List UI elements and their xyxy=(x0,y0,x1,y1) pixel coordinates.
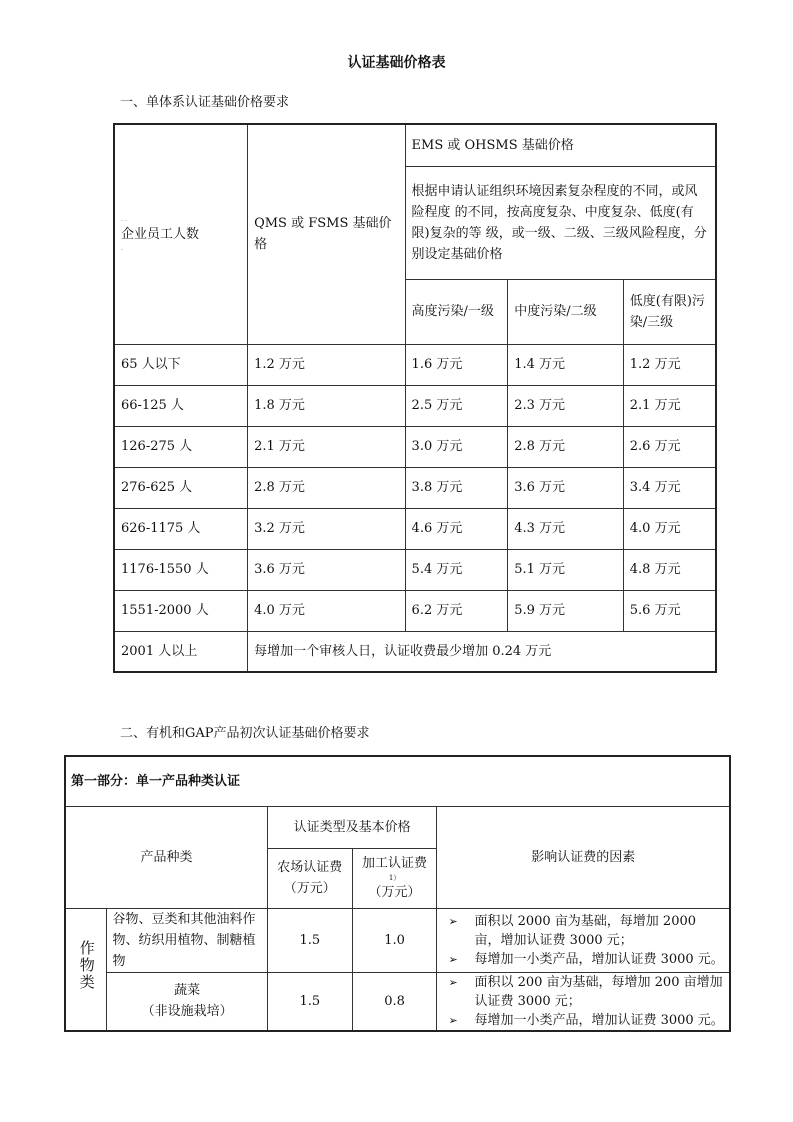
row-size: 276-625 人 xyxy=(114,467,248,508)
row-qms-price: 2.1 万元 xyxy=(248,426,405,467)
table-row xyxy=(65,908,730,972)
row-high-price: 6.2 万元 xyxy=(405,590,508,631)
header-factors: 影响认证费的因素 xyxy=(437,806,730,908)
factor-item: ➢ 面积以 200 亩为基础，每增加 200 亩增加认证费 3000 元； xyxy=(442,973,724,1011)
row-size: 65 人以下 xyxy=(114,344,248,385)
section-heading-1: 一、单体系认证基础价格要求 xyxy=(120,95,290,110)
row-low-price: 1.2 万元 xyxy=(623,344,716,385)
factor-item: ➢ 面积以 2000 亩为基础，每增加 2000 亩，增加认证费 3000 元； xyxy=(442,912,724,950)
row-mid-price: 2.3 万元 xyxy=(508,385,624,426)
header-ems-description: 根据申请认证组织环境因素复杂程度的不同，或风险程度 的不同，按高度复杂、中度复杂、低度(有限)复杂的等 级，或一级、二级、三级风险程度，分别设定基础价格 xyxy=(405,166,716,279)
farm-fee: 1.5 xyxy=(267,908,352,972)
row-size: 2001 人以上 xyxy=(114,631,248,672)
category-cell: 作物类 xyxy=(65,908,107,1031)
header-type-price: 认证类型及基本价格 xyxy=(267,806,437,848)
row-low-price: 2.1 万元 xyxy=(623,385,716,426)
row-high-price: 4.6 万元 xyxy=(405,508,508,549)
row-qms-price: 1.8 万元 xyxy=(248,385,405,426)
table-row xyxy=(114,549,716,590)
row-high-price: 1.6 万元 xyxy=(405,344,508,385)
table-row xyxy=(114,590,716,631)
row-mid-price: 5.9 万元 xyxy=(508,590,624,631)
row-mid-price: 2.8 万元 xyxy=(508,426,624,467)
header-qms: QMS 或 FSMS 基础价格 xyxy=(248,124,405,344)
part-title: 第一部分：单一产品种类认证 xyxy=(65,756,730,806)
page-title: 认证基础价格表 xyxy=(347,55,446,71)
row-low-price: 4.0 万元 xyxy=(623,508,716,549)
farm-fee: 1.5 xyxy=(267,972,352,1031)
header-product: 产品种类 xyxy=(65,806,267,908)
price-table-single-system xyxy=(113,123,717,673)
price-rows xyxy=(114,344,716,631)
factor-item: ➢ 每增加一小类产品，增加认证费 3000 元。 xyxy=(442,950,724,969)
row-mid-price: 1.4 万元 xyxy=(508,344,624,385)
header-employees: . . 企业员工人数 . xyxy=(114,124,248,344)
table-row xyxy=(114,344,716,385)
row-low-price: 2.6 万元 xyxy=(623,426,716,467)
section-heading-2: 二、有机和GAP产品初次认证基础价格要求 xyxy=(120,726,370,741)
factors-cell xyxy=(437,908,730,972)
price-table-organic-gap xyxy=(64,755,731,1032)
table-row xyxy=(114,426,716,467)
header-ems: EMS 或 OHSMS 基础价格 xyxy=(405,124,716,166)
table-row xyxy=(114,467,716,508)
row-qms-price: 3.2 万元 xyxy=(248,508,405,549)
row-low-price: 3.4 万元 xyxy=(623,467,716,508)
row-size: 1551-2000 人 xyxy=(114,590,248,631)
row-high-price: 2.5 万元 xyxy=(405,385,508,426)
header-process-fee: 加工认证费 1） （万元） xyxy=(352,848,437,908)
header-mid-pollution: 中度污染/二级 xyxy=(508,279,624,344)
header-farm-fee: 农场认证费（万元） xyxy=(267,848,352,908)
product-name: 谷物、豆类和其他油料作物、纺织用植物、制糖植物 xyxy=(107,908,267,972)
row-size: 66-125 人 xyxy=(114,385,248,426)
row-qms-price: 3.6 万元 xyxy=(248,549,405,590)
row-low-price: 4.8 万元 xyxy=(623,549,716,590)
row-high-price: 3.8 万元 xyxy=(405,467,508,508)
row-note: 每增加一个审核人日，认证收费最少增加 0.24 万元 xyxy=(248,631,716,672)
table-row xyxy=(114,631,716,672)
row-mid-price: 4.3 万元 xyxy=(508,508,624,549)
table-row xyxy=(114,508,716,549)
row-qms-price: 1.2 万元 xyxy=(248,344,405,385)
row-mid-price: 5.1 万元 xyxy=(508,549,624,590)
row-low-price: 5.6 万元 xyxy=(623,590,716,631)
row-size: 626-1175 人 xyxy=(114,508,248,549)
header-low-pollution: 低度(有限)污染/三级 xyxy=(623,279,716,344)
header-high-pollution: 高度污染/一级 xyxy=(405,279,508,344)
process-fee: 0.8 xyxy=(352,972,437,1031)
factors-cell xyxy=(437,972,730,1031)
row-mid-price: 3.6 万元 xyxy=(508,467,624,508)
row-qms-price: 4.0 万元 xyxy=(248,590,405,631)
row-qms-price: 2.8 万元 xyxy=(248,467,405,508)
product-name: 蔬菜 （非设施栽培） xyxy=(107,972,267,1031)
table-row xyxy=(114,385,716,426)
row-high-price: 3.0 万元 xyxy=(405,426,508,467)
factor-item: ➢ 每增加一小类产品，增加认证费 3000 元。 xyxy=(442,1011,724,1030)
process-fee: 1.0 xyxy=(352,908,437,972)
row-high-price: 5.4 万元 xyxy=(405,549,508,590)
table-row xyxy=(65,972,730,1031)
row-size: 1176-1550 人 xyxy=(114,549,248,590)
row-size: 126-275 人 xyxy=(114,426,248,467)
